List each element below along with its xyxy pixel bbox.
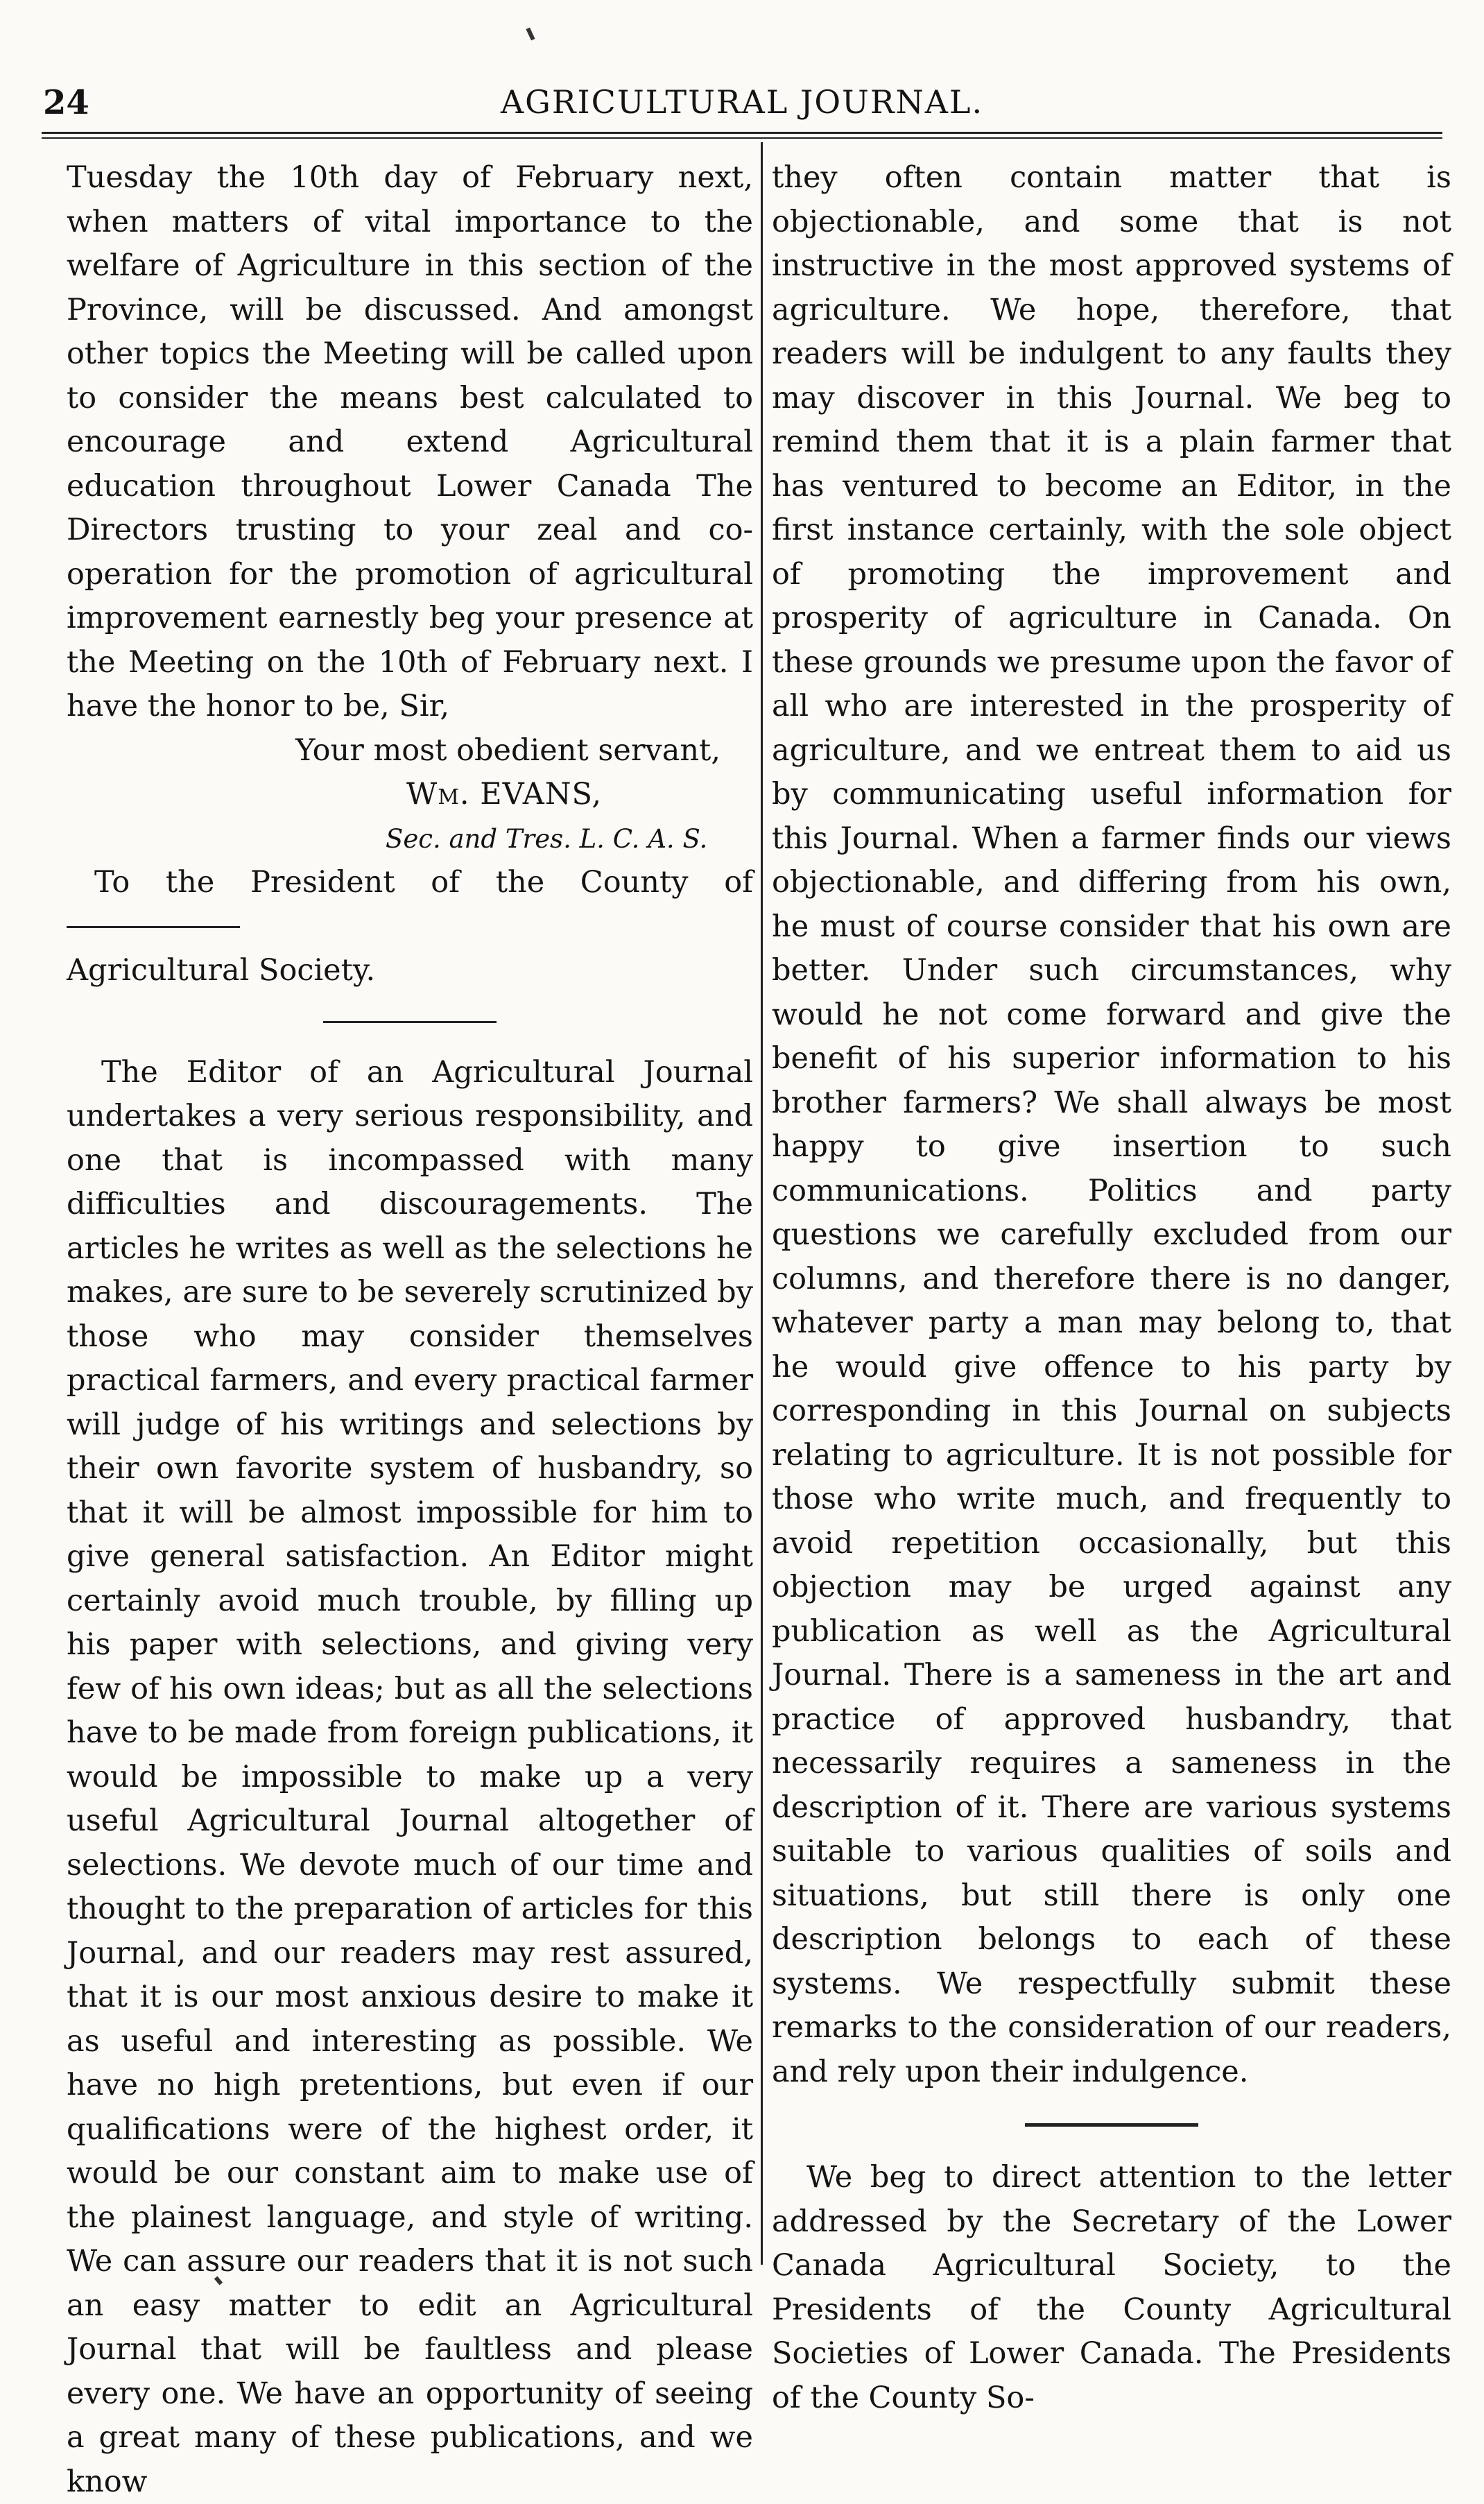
section-separator bbox=[1025, 2123, 1198, 2127]
running-title: AGRICULTURAL JOURNAL. bbox=[42, 83, 1442, 121]
address-line-1: To the President of the County of bbox=[94, 865, 753, 900]
right-column bbox=[772, 156, 1451, 2420]
editorial-continued: they often contain matter that is objectionable, and some that is not instructive in the most approved systems of agriculture. We hope, therefore, that readers will be indulgent to any faults they may discover in this Journal. We beg to remind them that it is a plain farmer that has ventured to become an Editor, in the first instance certainly, with the sole object of promoting the improvement and prosperity of agriculture in Canada. On these grounds we presume upon the favor of all who are interested in the prosperity of agriculture, and we entreat them to aid us by communicating useful information for this Journal. When a farmer finds our views objectionable, and differing from his own, he must of course consider that his own are better. Under such circumstances, why would he not come forward and give the benefit of his superior information to his brother farmers? We shall always be most happy to give insertion to such communications. Politics and party questions we carefully excluded from our columns, and therefore there is no danger, whatever party a man may belong to, that he would give offence to his party by corresponding in this Journal on subjects relating to agriculture. It is not possible for those who write much, and frequently to avoid repetition occasionally, but this objection may be urged against any publication as well as the Agricultural Journal. There is a sameness in the art and practice of approved husbandry, that necessarily requires a sameness in the description of it. There are various systems suitable to various qualities of soils and situations, but still there is only one description belongs to each of these systems. We respectfully submit these remarks to the consideration of our readers, and rely upon their indulgence. bbox=[772, 156, 1451, 2094]
header-rule-thin bbox=[42, 137, 1442, 139]
signature-name: Wm. EVANS, bbox=[67, 773, 753, 817]
notice-paragraph: We beg to direct attention to the letter addressed by the Secretary of the Lower Canada Agricultural Society, to the Presidents of the County Agricultural Societies of Lower Canada. The Presidents of the County So- bbox=[772, 2156, 1451, 2420]
print-speck bbox=[526, 28, 535, 41]
page-number: 24 bbox=[43, 83, 89, 122]
editorial-paragraph: The Editor of an Agricultural Journal undertakes a very serious responsibility, and one that is incompassed with many difficulties and discouragements. The articles he writes as well as the selections he makes, are sure to be severely scrutinized by those who may consider themselves practical farmers, and every practical farmer will judge of his writings and selections by their own favorite system of husbandry, so that it will be almost impossible for him to give general satisfaction. An Editor might certainly avoid much trouble, by filling up his paper with selections, and giving very few of his own ideas; but as all the selections have to be made from foreign publications, it would be impossible to make up a very useful Agricultural Journal altogether of selections. We devote much of our time and thought to the preparation of articles for this Journal, and our readers may rest assured, that it is our most anxious desire to make it as useful and interesting as possible. We have no high pretentions, but even if our qualifications were of the highest order, it would be our constant aim to make use of the plainest language, and style of writing. We can assure our readers that it is not such an easy matter to edit an Agricultural Journal that will be faultless and please every one. We have an opportunity of seeing a great many of these publications, and we know bbox=[67, 1051, 753, 2504]
page-header bbox=[42, 76, 1442, 125]
letter-address bbox=[67, 861, 753, 949]
letter-closing: Your most obedient servant, bbox=[67, 729, 753, 773]
section-separator bbox=[323, 1021, 497, 1023]
signature-title: Sec. and Tres. L. C. A. S. bbox=[67, 817, 753, 861]
column-divider bbox=[761, 142, 763, 2265]
blank-line bbox=[67, 926, 240, 928]
letter-body: Tuesday the 10th day of February next, when matters of vital importance to the welfare of Agriculture in this section of the Province, will be discussed. And amongst other topics the Meeting will be called upon to consider the means best calculated to encourage and extend Agricultural education throughout Lower Canada The Directors trusting to your zeal and co-operation for the promotion of agricultural improvement earnestly beg your presence at the Meeting on the 10th of February next. I have the honor to be, Sir, bbox=[67, 156, 753, 729]
header-rule bbox=[42, 132, 1442, 134]
left-column bbox=[67, 156, 753, 2504]
letter-address-line-2: Agricultural Society. bbox=[67, 949, 753, 993]
